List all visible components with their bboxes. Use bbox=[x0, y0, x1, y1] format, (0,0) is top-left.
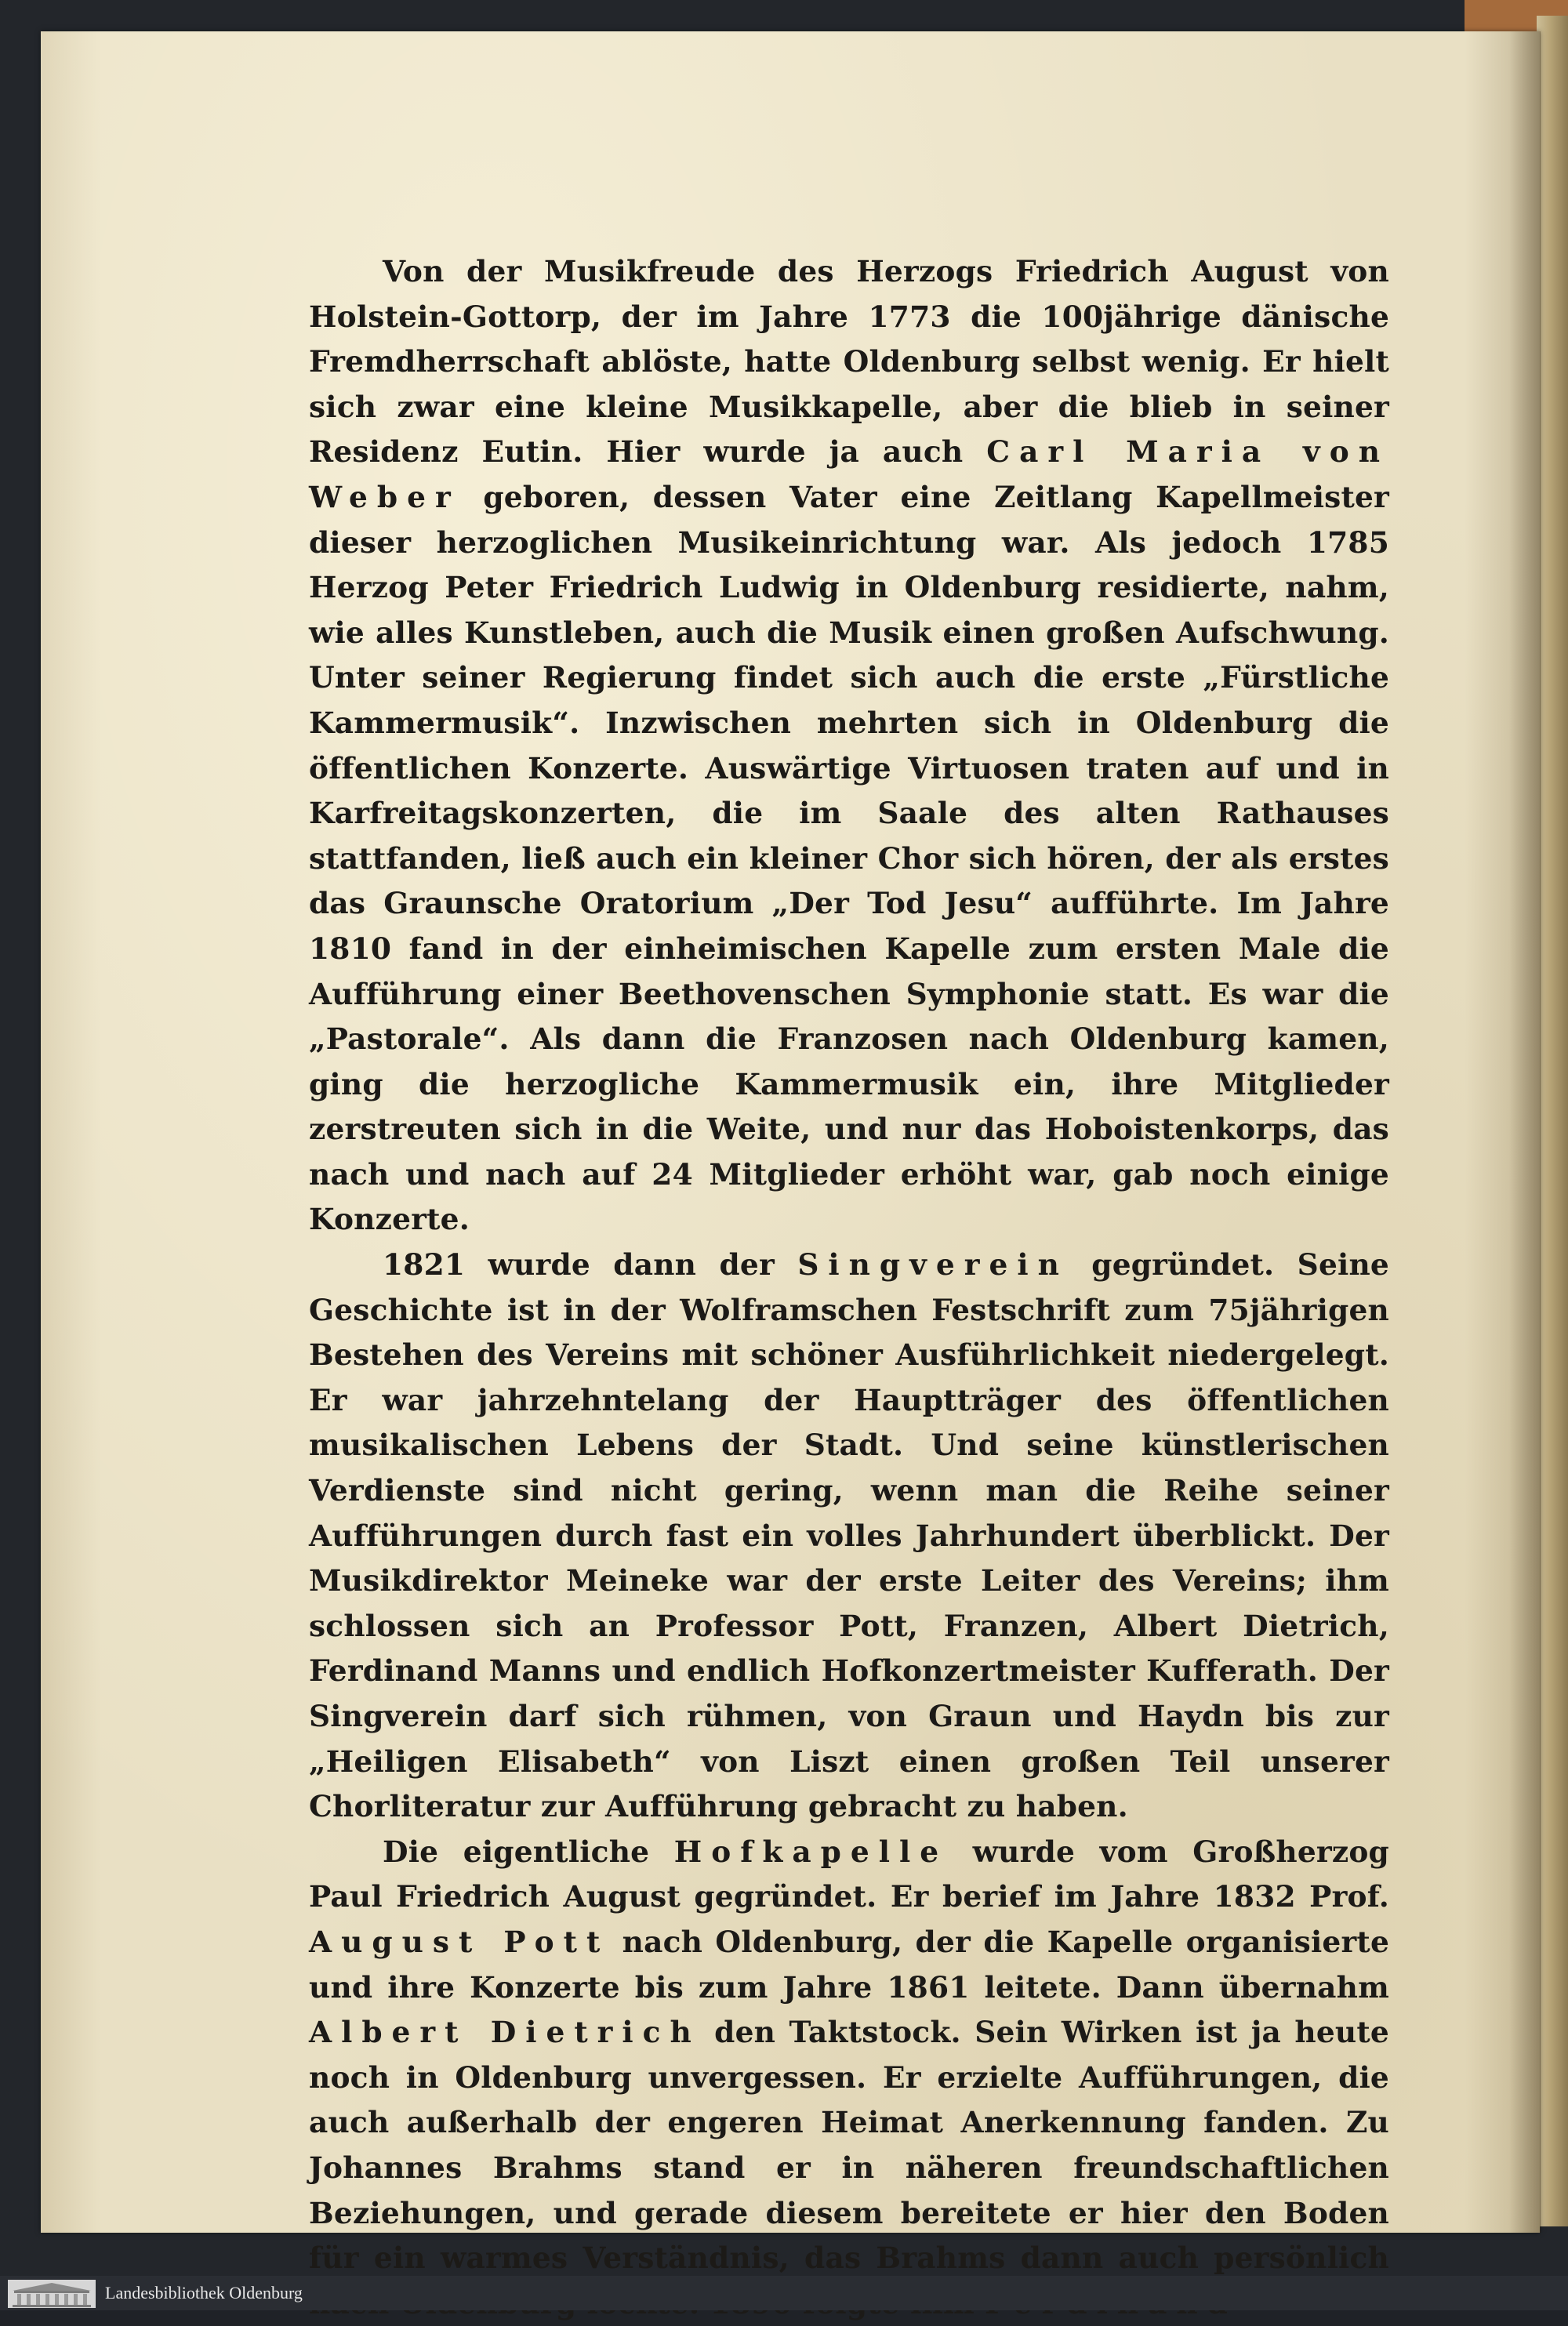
text-segment: gegründet. Seine Geschichte ist in der Wolframschen Festschrift zum 75jährigen Bestehen des Vereins mit schöner Ausführlichkeit niedergelegt. Er war jahrzehntelang der Hauptträger des öffentlichen musikalischen Lebens der Stadt. Und seine künstlerischen Verdienste sind nicht gering, wenn man die Reihe seiner Aufführungen durch fast ein volles Jahrhundert überblickt. Der Musikdirektor Meineke war der erste Leiter des Vereins; ihm schlossen sich an Professor Pott, Franzen, Albert Dietrich, Ferdinand Manns und endlich Hofkonzertmeister Kufferath. Der Singverein darf sich rühmen, von Graun und Haydn bis zur „Heiligen Elisabeth“ von Liszt einen großen Teil unserer Chorliteratur zur Aufführung gebracht zu haben. bbox=[309, 1247, 1389, 1824]
spaced-name: Hofkapelle bbox=[673, 1834, 949, 1869]
next-page-edge bbox=[1537, 16, 1568, 2226]
spaced-name: Singverein bbox=[797, 1247, 1069, 1283]
spaced-name: August Pott bbox=[309, 1924, 610, 1959]
spaced-name: Carl Maria von Weber bbox=[309, 434, 1389, 514]
text-segment: 1821 wurde dann der bbox=[383, 1247, 798, 1283]
page-body-text bbox=[309, 249, 1389, 2326]
paragraph-2 bbox=[309, 1243, 1389, 1830]
text-segment: wurde vom Großherzog Paul Friedrich August gegründet. Er berief im Jahre 1832 Prof. bbox=[309, 1834, 1389, 1914]
paragraph-3 bbox=[309, 1830, 1389, 2326]
paragraph-1 bbox=[309, 249, 1389, 1243]
binding-shadow bbox=[1509, 31, 1541, 2233]
library-building-logo bbox=[8, 2280, 96, 2308]
text-segment: nach Oldenburg, der die Kapelle organisierte und ihre Konzerte bis zum Jahre 1861 leitete. Dann übernahm bbox=[309, 1924, 1390, 2005]
text-segment: Von der Musikfreude des Herzogs Friedrich August von Holstein-Gottorp, der im Jahre 1773 die 100jährige dänische Fremdherrschaft ablöste, hatte Oldenburg selbst wenig. Er hielt sich zwar eine kleine Musikkapelle, aber die blieb in seiner Residenz Eutin. Hier wurde ja auch bbox=[309, 254, 1389, 470]
text-segment: den Taktstock. Sein Wirken ist ja heute noch in Oldenburg unvergessen. Er erzielte Aufführungen, die auch außerhalb der engeren Heimat Anerkennung fanden. Zu Johannes Brahms stand er in näheren freundschaftlichen Beziehungen, und gerade diesem bereitete er hier den Boden für ein warmes Verständnis, das Brahms dann auch persönlich bbox=[309, 2015, 1389, 2276]
library-building-icon bbox=[8, 2280, 96, 2308]
text-segment: Die eigentliche bbox=[383, 1834, 674, 1869]
text-segment: geboren, dessen Vater eine Zeitlang Kapellmeister dieser herzoglichen Musikeinrichtung war. Als jedoch 1785 Herzog Peter Friedrich Ludwig in Oldenburg residierte, nahm, wie alles Kunstleben, auch die Musik einen großen Aufschwung. Unter seiner Regierung findet sich auch die erste „Fürstliche Kammermusik“. Inzwischen mehrten sich in Oldenburg die öffentlichen Konzerte. Auswärtige Virtuosen traten auf und in Karfreitagskonzerten, die im Saale des alten Rathauses stattfanden, ließ auch ein kleiner Chor sich hören, der als erstes das Graunsche Oratorium „Der Tod Jesu“ aufführte. Im Jahre 1810 fand in der einheimischen Kapelle zum ersten Male die Aufführung einer Beethovenschen Symphonie statt. Es war die „Pastorale“. Als dann die Franzosen nach Oldenburg kamen, ging die herzogliche Kammermusik ein, ihre Mitglieder zerstreuten sich in die Weite, und nur das Hoboistenkorps, das nach und nach auf 24 Mitglieder erhöht war, gab noch einige Konzerte. bbox=[309, 479, 1389, 1237]
spaced-name: Albert Dietrich bbox=[309, 2015, 701, 2050]
library-name: Landesbibliothek Oldenburg bbox=[105, 2283, 303, 2302]
